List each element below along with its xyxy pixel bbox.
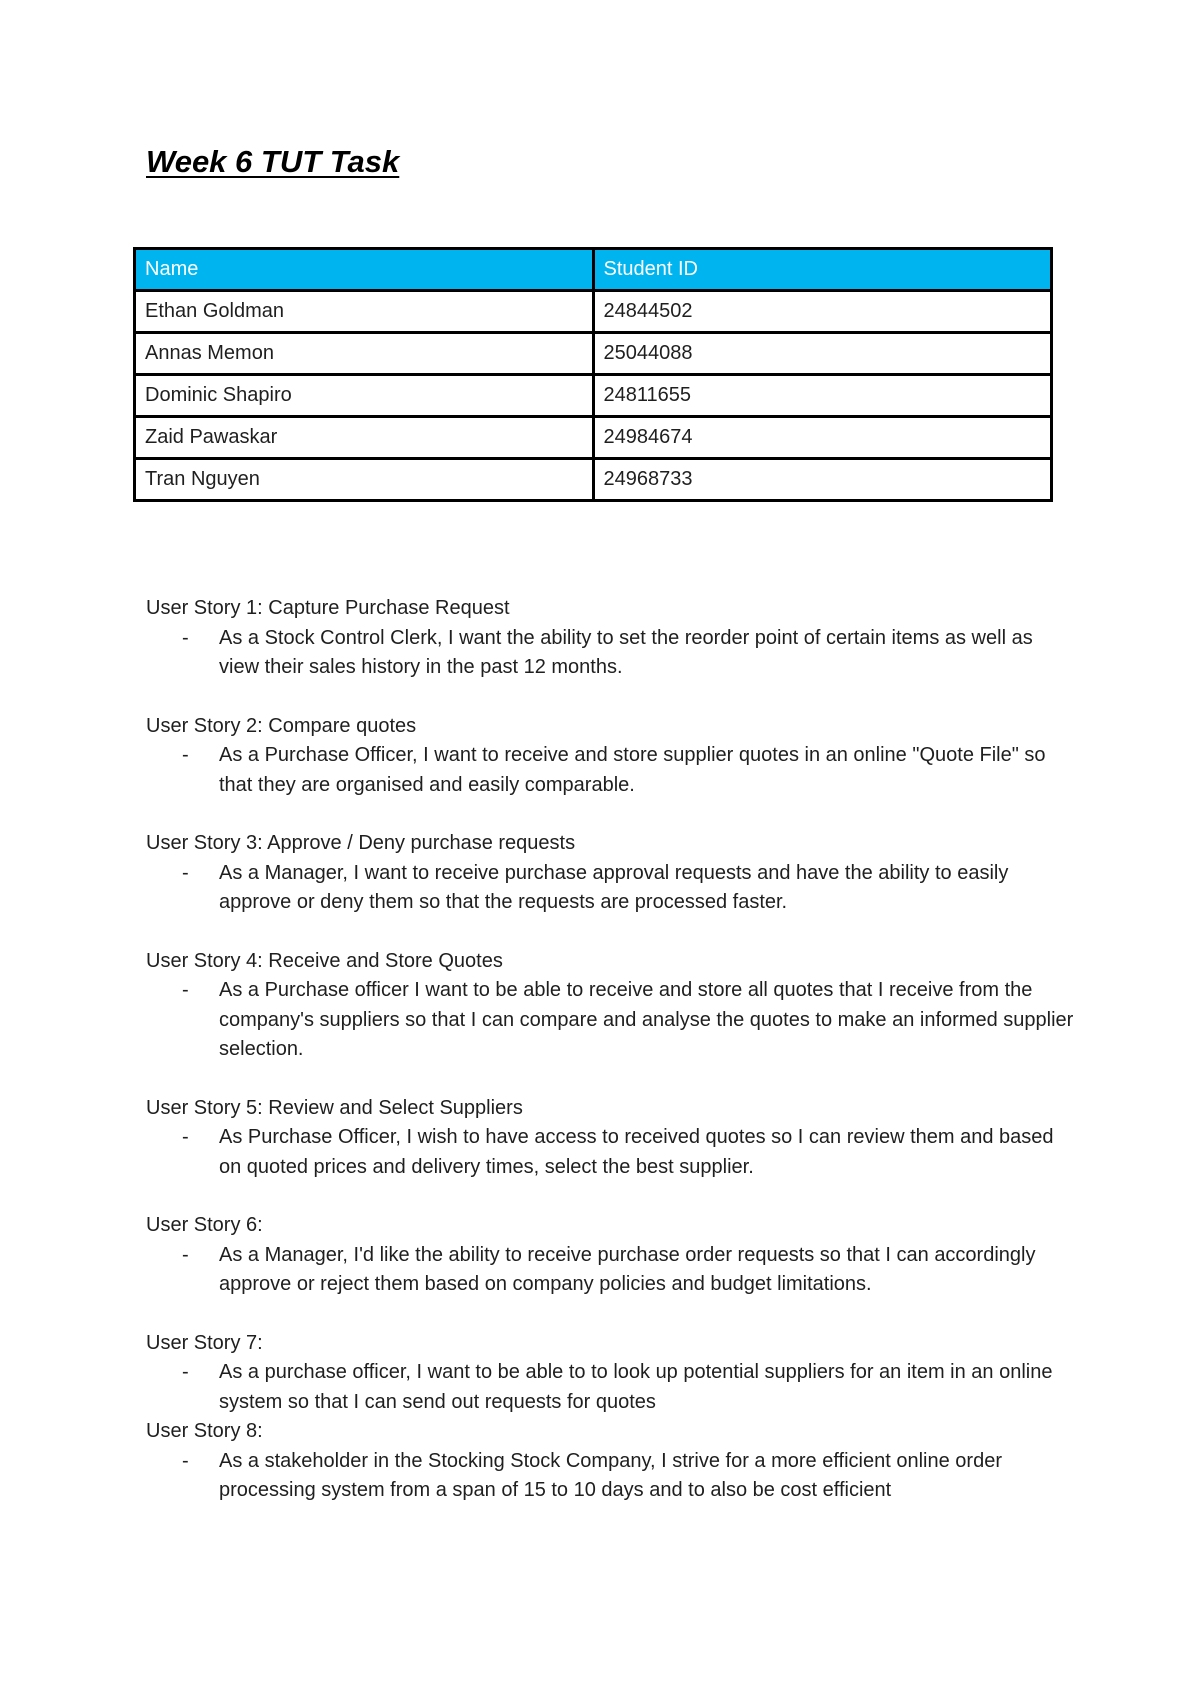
cell-name: Annas Memon — [135, 333, 594, 375]
table-header-row — [135, 249, 1052, 291]
story-text: As a Manager, I'd like the ability to receive purchase order requests so that I can accordingly approve or reject them based on company policies and budget limitations. — [219, 1243, 1036, 1295]
cell-student-id: 24844502 — [593, 291, 1052, 333]
bullet-dash: - — [182, 744, 189, 766]
story-text: As Purchase Officer, I wish to have access to received quotes so I can review them and based on quoted prices and delivery times, select the best supplier. — [219, 1126, 1054, 1178]
bullet-dash: - — [182, 1126, 189, 1148]
table-row — [135, 375, 1052, 417]
story-title: User Story 3: Approve / Deny purchase requests — [146, 832, 576, 854]
story-text: As a Purchase Officer, I want to receive and store supplier quotes in an online "Quote File" so that they are organised and easily comparable. — [219, 744, 1046, 796]
table-row — [135, 417, 1052, 459]
members-table — [133, 247, 1053, 502]
user-story-1 — [146, 594, 1076, 683]
table-row — [135, 333, 1052, 375]
bullet-dash: - — [182, 861, 189, 884]
story-title: User Story 2: Compare quotes — [146, 714, 417, 737]
story-bullet — [146, 1123, 1076, 1182]
bullet-dash: - — [182, 1243, 189, 1266]
story-title: User Story 5: Review and Select Suppliers — [146, 1096, 523, 1119]
cell-name: Zaid Pawaskar — [135, 417, 594, 459]
header-name: Name — [135, 249, 594, 291]
story-bullet — [146, 1241, 1076, 1300]
story-text: As a Stock Control Clerk, I want the ability to set the reorder point of certain items as well as view their sales history in the past 12 months. — [219, 626, 1033, 678]
user-story-6 — [146, 1211, 1076, 1300]
user-story-3 — [146, 829, 1076, 918]
header-student-id: Student ID — [593, 249, 1052, 291]
story-bullet — [146, 1447, 1076, 1506]
bullet-dash: - — [182, 979, 189, 1001]
bullet-dash: - — [182, 626, 189, 649]
story-title: User Story 8: — [146, 1420, 263, 1442]
story-title: User Story 6: — [146, 1214, 263, 1236]
story-bullet — [146, 976, 1076, 1065]
story-text: As a Manager, I want to receive purchase approval requests and have the ability to easily approve or deny them so that the requests are processed faster. — [219, 861, 1009, 913]
user-story-7 — [146, 1329, 1076, 1418]
user-story-4 — [146, 947, 1076, 1065]
story-text: As a purchase officer, I want to be able to to look up potential suppliers for an item in an online system so that I can send out requests for quotes — [219, 1361, 1053, 1413]
cell-student-id: 24968733 — [593, 459, 1052, 501]
story-title: User Story 1: Capture Purchase Request — [146, 597, 510, 619]
cell-name: Dominic Shapiro — [135, 375, 594, 417]
cell-name: Ethan Goldman — [135, 291, 594, 333]
story-bullet — [146, 624, 1076, 683]
user-stories — [146, 594, 1076, 1506]
user-story-5 — [146, 1094, 1076, 1183]
bullet-dash: - — [182, 1449, 189, 1472]
story-title: User Story 7: — [146, 1331, 263, 1354]
story-text: As a Purchase officer I want to be able to receive and store all quotes that I receive from the company's suppliers so that I can compare and analyse the quotes to make an informed supplier selection. — [219, 979, 1074, 1060]
user-story-2 — [146, 712, 1076, 801]
story-bullet — [146, 741, 1076, 800]
table-row — [135, 291, 1052, 333]
table-row — [135, 459, 1052, 501]
story-text: As a stakeholder in the Stocking Stock Company, I strive for a more efficient online order processing system from a span of 15 to 10 days and to also be cost efficient — [219, 1449, 1002, 1501]
page-title: Week 6 TUT Task — [146, 144, 400, 179]
story-title: User Story 4: Receive and Store Quotes — [146, 949, 503, 972]
cell-student-id: 24984674 — [593, 417, 1052, 459]
user-story-8 — [146, 1417, 1076, 1506]
story-bullet — [146, 859, 1076, 918]
cell-student-id: 24811655 — [593, 375, 1052, 417]
story-bullet — [146, 1358, 1076, 1417]
cell-name: Tran Nguyen — [135, 459, 594, 501]
bullet-dash: - — [182, 1361, 189, 1383]
cell-student-id: 25044088 — [593, 333, 1052, 375]
